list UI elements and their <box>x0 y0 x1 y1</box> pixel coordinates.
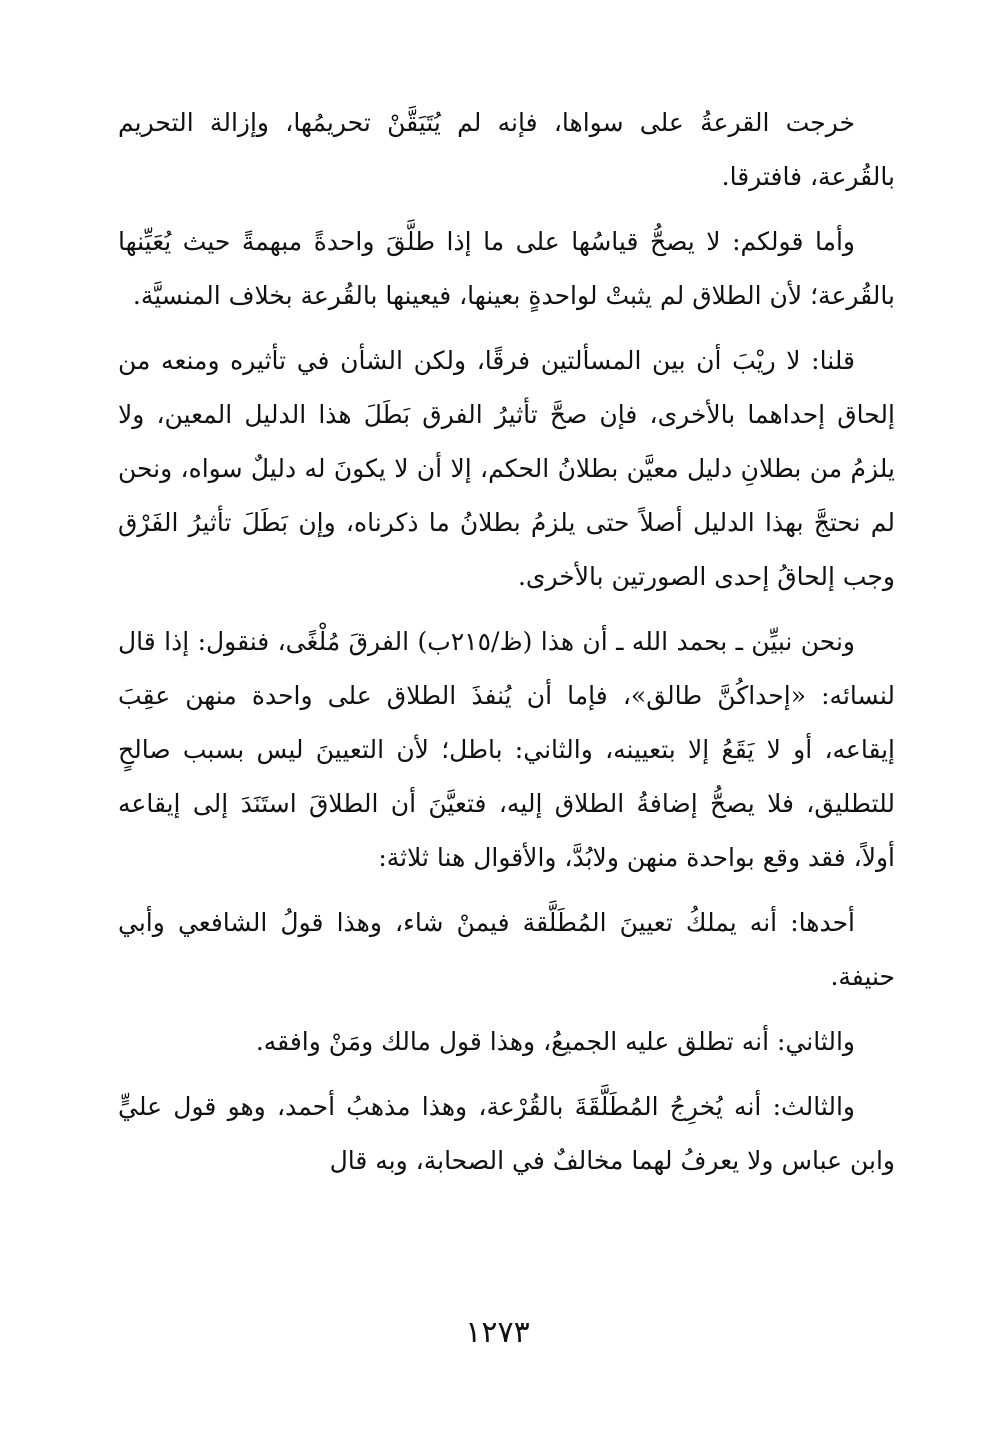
body-text <box>118 96 895 1188</box>
paragraph-5: أحدها: أنه يملكُ تعيينَ المُطَلَّقة فيمنْ شاء، وهذا قولُ الشافعي وأبي حنيفة. <box>118 908 895 991</box>
page-number: ١٢٧٣ <box>465 1315 530 1350</box>
paragraph-3: قلنا: لا ريْبَ أن بين المسألتين فرقًا، ولكن الشأن في تأثيره ومنعه من إلحاق إحداهما بالأخرى، فإن صحَّ تأثيرُ الفرق بَطَلَ هذا الدليل المعين، ولا يلزمُ من بطلانِ دليل معيَّن بطلانُ الحكم، إلا أن لا يكونَ له دليلٌ سواه، ونحن لم نحتجَّ بهذا الدليل أصلاً حتى يلزمُ بطلانُ ما ذكرناه، وإن بَطَلَ تأثيرُ الفَرْق وجب إلحاقُ إحدى الصورتين بالأخرى. <box>118 346 895 591</box>
paragraph-7: والثالث: أنه يُخرِجُ المُطَلَّقَةَ بالقُرْعة، وهذا مذهبُ أحمد، وهو قول عليٍّ وابن عباس ولا يعرفُ لهما مخالفٌ في الصحابة، وبه قال <box>118 1092 895 1175</box>
paragraph-1: خرجت القرعةُ على سواها، فإنه لم يُتَيَقَّنْ تحريمُها، وإزالة التحريم بالقُرعة، فافترقا. <box>118 108 895 191</box>
paragraph-6: والثاني: أنه تطلق عليه الجميعُ، وهذا قول مالك ومَنْ وافقه. <box>255 1027 855 1056</box>
paragraph-2: وأما قولكم: لا يصحُّ قياسُها على ما إذا طلَّقَ واحدةً مبهمةً حيث يُعَيِّنها بالقُرعة؛ لأن الطلاق لم يثبتْ لواحدةٍ بعينها، فيعينها بالقُرعة بخلاف المنسيَّة. <box>118 227 895 310</box>
paragraph-4: ونحن نبيِّن ـ بحمد الله ـ أن هذا (ظ/٢١٥ب) الفرقَ مُلْغًى، فنقول: إذا قال لنسائه: «إحداكُنَّ طالق»، فإما أن يُنفذَ الطلاق على واحدة منهن عقِبَ إيقاعه، أو لا يَقَعُ إلا بتعيينه، والثاني: باطل؛ لأن التعيينَ ليس بسبب صالحٍ للتطليق، فلا يصحُّ إضافةُ الطلاق إليه، فتعيَّنَ أن الطلاقَ استَنَدَ إلى إيقاعه أولاً، فقد وقع بواحدة منهن ولابُدَّ، والأقوال هنا ثلاثة: <box>118 627 895 872</box>
